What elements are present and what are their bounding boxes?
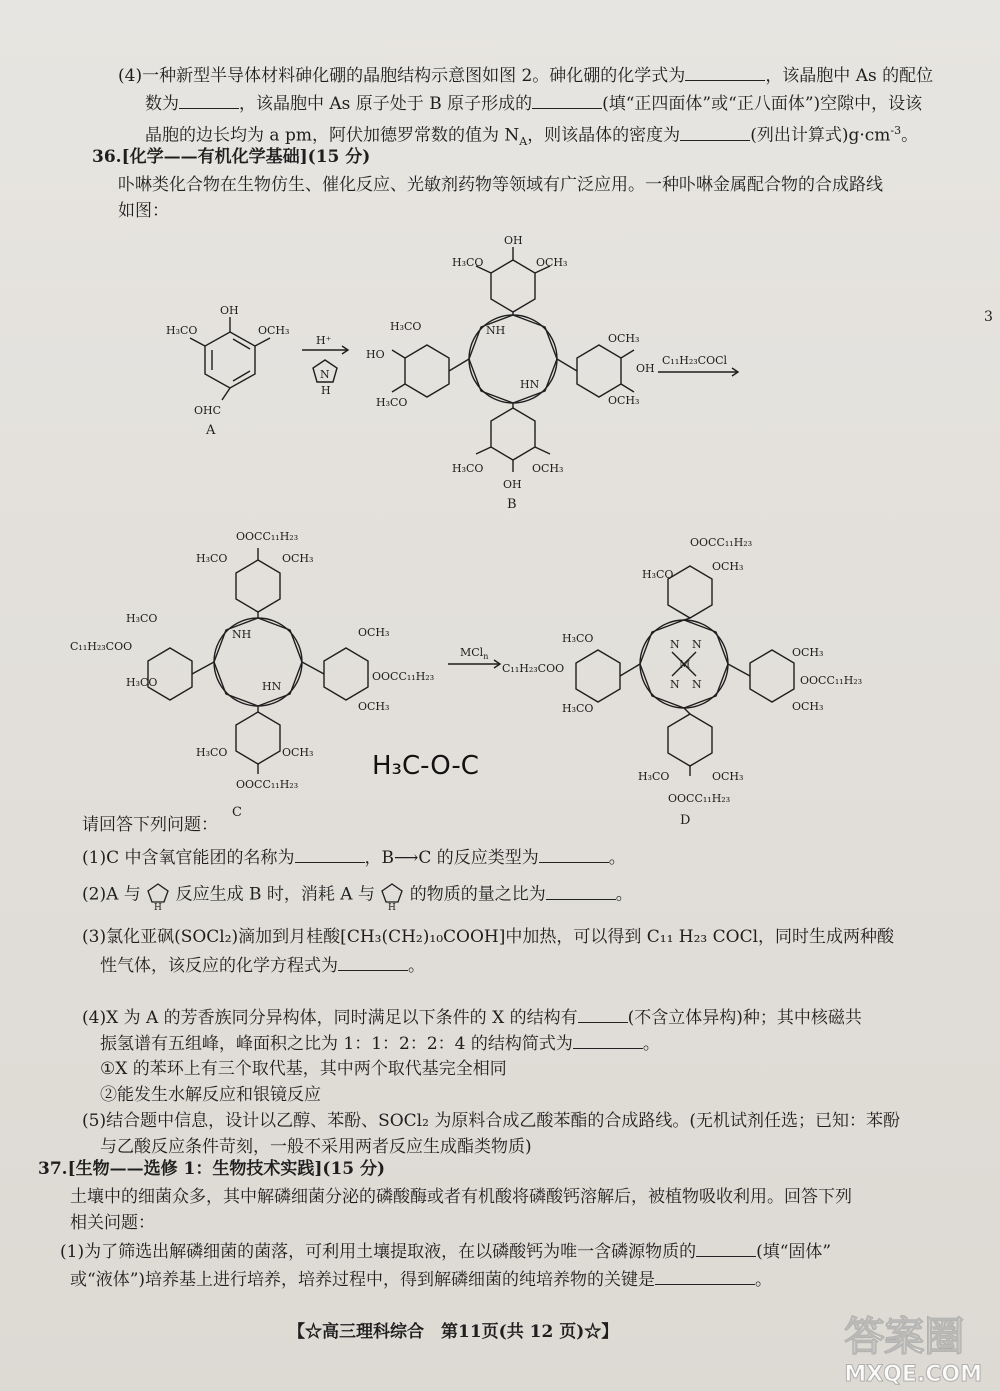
compound-b-top-h3co: H₃CO	[452, 256, 484, 269]
q35-4-line2: 数为 ，该晶胞中 As 原子处于 B 原子形成的 (填“正四面体”或“正八面体”)空隙中，设该	[145, 94, 923, 114]
watermark-bottom: MXQE.COM	[844, 1362, 982, 1387]
q36-q4-cond1: ①X 的苯环上有三个取代基，其中两个取代基完全相同	[100, 1059, 507, 1079]
compound-c-left-ester: C₁₁H₂₃COO	[70, 640, 133, 653]
compound-c-top-ester: OOCC₁₁H₂₃	[236, 530, 299, 543]
reagent-acyl-chloride: C₁₁H₂₃COCl	[662, 354, 728, 367]
compound-d-right-ester: OOCC₁₁H₂₃	[800, 674, 863, 687]
reaction-scheme-row2	[0, 512, 1000, 827]
compound-d-bottom-h3co: H₃CO	[638, 770, 670, 783]
compound-b-bottom-h3co: H₃CO	[452, 462, 484, 475]
compound-d-label: D	[680, 813, 691, 827]
q36-q5-line1: (5)结合题中信息，设计以乙醇、苯酚、SOCl₂ 为原料合成乙酸苯酯的合成路线。(无机试剂任选；已知：苯酚	[82, 1111, 900, 1131]
compound-b-nh: NH	[486, 324, 506, 337]
compound-c-bottom-och3: OCH₃	[282, 746, 314, 759]
compound-c-right-och3: OCH₃	[358, 626, 390, 639]
reagent-h-plus: H⁺	[316, 334, 332, 347]
compound-b-bottom-och3: OCH₃	[532, 462, 564, 475]
compound-a-label: A	[206, 423, 216, 438]
q37-q1-line1: (1)为了筛选出解磷细菌的菌落，可利用土壤提取液，在以磷酸钙为唯一含磷源物质的 (填“固体”	[60, 1242, 832, 1262]
compound-c-label: C	[232, 805, 242, 820]
compound-a-h3co: H₃CO	[166, 324, 198, 337]
compound-d-top-ester: OOCC₁₁H₂₃	[690, 536, 753, 549]
compound-b-right-och3: OCH₃	[608, 332, 640, 345]
q36-header: 36.[化学——有机化学基础](15 分)	[92, 147, 371, 167]
q36-q1: (1)C 中含氧官能团的名称为 ，B⟶C 的反应类型为 。	[82, 848, 626, 868]
reagent-pyrrole-h: H	[321, 384, 331, 397]
q35-4-line3: 晶胞的边长均为 a pm，阿伏加德罗常数的值为 $N_A$，则该晶体的密度为 (列出计算式)$g\cdot cm^{-3}$。	[145, 124, 919, 149]
q36-q4-line1: (4)X 为 A 的芳香族同分异构体，同时满足以下条件的 X 的结构有 (不含立体异构)种；其中核磁共	[82, 1008, 862, 1028]
q37-intro-2: 相关问题：	[70, 1213, 155, 1233]
compound-d-n3: N	[670, 678, 680, 691]
pyrrole-icon	[380, 880, 404, 910]
q36-q5-line2: 与乙酸反应条件苛刻，一般不采用两者反应生成酯类物质)	[100, 1137, 532, 1157]
compound-c-right-ester: OOCC₁₁H₂₃	[372, 670, 435, 683]
compound-d-top-h3co: H₃CO	[642, 568, 674, 581]
q37-q1-line2: 或“液体”)培养基上进行培养，培养过程中，得到解磷细菌的纯培养物的关键是 。	[70, 1270, 773, 1290]
compound-b-right-oh: OH	[636, 362, 655, 375]
compound-a-cho: OHC	[194, 404, 222, 417]
q37-intro-1: 土壤中的细菌众多，其中解磷细菌分泌的磷酸酶或者有机酸将磷酸钙溶解后，被植物吸收利用。回答下列	[70, 1187, 852, 1207]
compound-d-left-ester: C₁₁H₂₃COO	[502, 662, 565, 675]
q36-ask: 请回答下列问题：	[82, 815, 218, 835]
side-mark: 3	[984, 309, 993, 325]
reaction-scheme-row1	[0, 222, 1000, 512]
q36-intro-2: 如图：	[118, 201, 169, 221]
compound-c-bottom-ester: OOCC₁₁H₂₃	[236, 778, 299, 791]
compound-b-top-och3: OCH₃	[536, 256, 568, 269]
svg-text:H: H	[154, 903, 163, 910]
compound-b-hn: HN	[520, 378, 540, 391]
q37-header: 37.[生物——选修 1：生物技术实践](15 分)	[38, 1159, 386, 1179]
compound-d-n4: N	[692, 678, 702, 691]
compound-c-top-och3: OCH₃	[282, 552, 314, 565]
compound-c-right-och3-2: OCH₃	[358, 700, 390, 713]
compound-c-bottom-h3co: H₃CO	[196, 746, 228, 759]
compound-c-hn: HN	[262, 680, 282, 693]
compound-d-top-och3: OCH₃	[712, 560, 744, 573]
compound-b-bottom-oh: OH	[503, 478, 522, 491]
svg-text:H: H	[388, 903, 397, 910]
compound-d-bottom-och3: OCH₃	[712, 770, 744, 783]
compound-d-n1: N	[670, 638, 680, 651]
q35-4-line1: (4)一种新型半导体材料砷化硼的晶胞结构示意图如图 2。砷化硼的化学式为 ，该晶胞中 As 的配位	[118, 66, 934, 86]
q36-q4-line2: 振氢谱有五组峰，峰面积之比为 1：1：2：2：4 的结构简式为 。	[100, 1034, 660, 1054]
compound-d-right-och3: OCH₃	[792, 646, 824, 659]
compound-c-left-h3co: H₃CO	[126, 612, 158, 625]
compound-b-label: B	[507, 497, 517, 512]
reagent-metal: MCl$_n$	[460, 646, 489, 661]
q36-q3-line1: (3)氯化亚砜(SOCl₂)滴加到月桂酸[CH₃(CH₂)₁₀COOH]中加热，可以得到 C₁₁ H₂₃ COCl，同时生成两种酸	[82, 927, 895, 947]
watermark-top: 答案圈	[844, 1314, 965, 1360]
compound-a-och3: OCH₃	[258, 324, 290, 337]
compound-c-nh: NH	[232, 628, 252, 641]
compound-a-oh: OH	[220, 304, 239, 317]
handwritten-note: H₃C-O-C	[372, 751, 479, 781]
pyrrole-icon	[146, 880, 170, 910]
watermark-logo	[844, 1305, 982, 1387]
compound-d-bottom-ester: OOCC₁₁H₂₃	[668, 792, 731, 805]
compound-c-top-h3co: H₃CO	[196, 552, 228, 565]
q36-q3-line2: 性气体，该反应的化学方程式为 。	[100, 956, 425, 976]
compound-d-n2: N	[692, 638, 702, 651]
reagent-pyrrole-n: N	[320, 368, 330, 381]
compound-b-left-ho: HO	[366, 348, 385, 361]
q36-q2: (2)A 与 H 反应生成 B 时，消耗 A 与 H 的物质的量之比为 。	[82, 880, 633, 910]
compound-d-metal: M	[679, 658, 691, 671]
page-footer: 【☆高三理科综合 第11页(共 12 页)☆】	[288, 1322, 619, 1342]
compound-c-left-h3co2: H₃CO	[126, 676, 158, 689]
compound-d-left-h3co2: H₃CO	[562, 702, 594, 715]
compound-b-left-h3co: H₃CO	[390, 320, 422, 333]
q36-intro-1: 卟啉类化合物在生物仿生、催化反应、光敏剂药物等领域有广泛应用。一种卟啉金属配合物的合成路线	[118, 175, 883, 195]
compound-d-left-h3co: H₃CO	[562, 632, 594, 645]
q36-q4-cond2: ②能发生水解反应和银镜反应	[100, 1085, 321, 1105]
compound-d-right-och3-2: OCH₃	[792, 700, 824, 713]
compound-b-top-oh: OH	[504, 234, 523, 247]
compound-b-right-och3-2: OCH₃	[608, 394, 640, 407]
compound-b-left-h3co2: H₃CO	[376, 396, 408, 409]
